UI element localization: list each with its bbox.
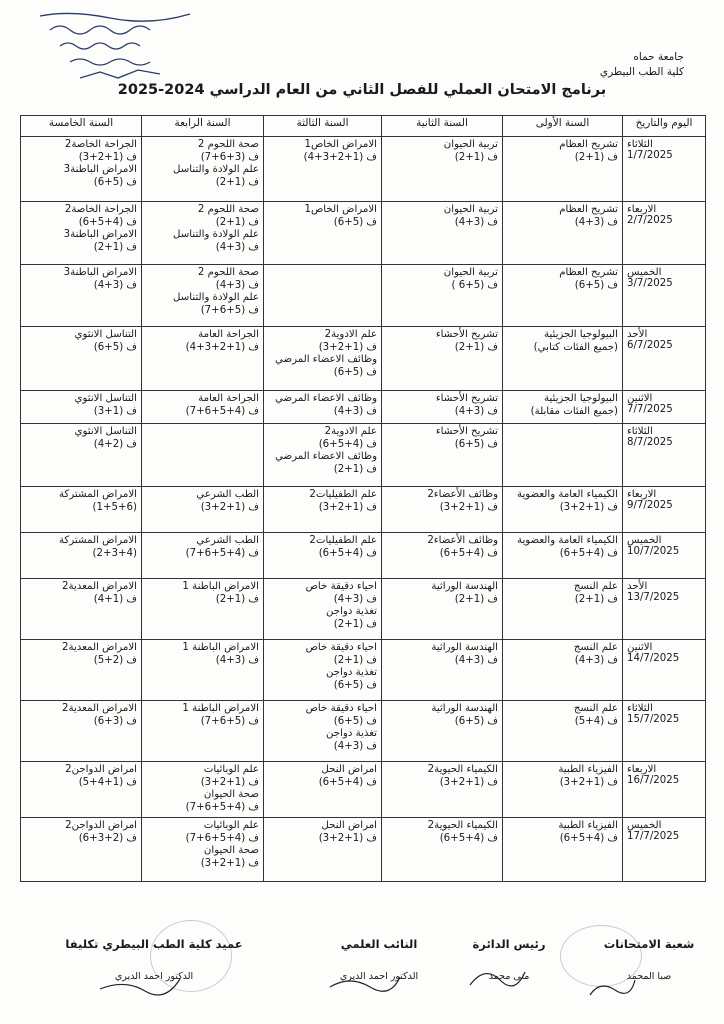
exam-date: 2/7/2025 xyxy=(627,215,673,226)
day-name: الاثنين xyxy=(627,642,653,653)
exam-date: 8/7/2025 xyxy=(627,437,673,448)
subject-name: الفيزياء الطبية xyxy=(558,820,618,831)
header-row xyxy=(21,116,706,137)
column-header-year-5: السنة الخامسة xyxy=(21,116,142,137)
subject-name: الامراض المعدية2 xyxy=(62,581,137,592)
signature-title: شعبة الامتحانات xyxy=(603,937,695,951)
day-name: الاربعاء xyxy=(627,764,657,775)
exam-cell-year-5 xyxy=(21,487,142,533)
exam-cell-year-2 xyxy=(382,640,503,701)
exam-cell-year-3 xyxy=(264,265,382,327)
subject-name: الهندسة الوراثية xyxy=(431,581,498,592)
exam-date: 6/7/2025 xyxy=(627,340,673,351)
exam-cell-year-5 xyxy=(21,424,142,487)
exam-cell-year-1 xyxy=(503,818,623,882)
exam-groups: ف (4+5) xyxy=(574,715,618,727)
subject-name: الجراحة الخاصة2 xyxy=(64,139,137,150)
exam-cell-year-4 xyxy=(142,202,264,265)
subject-name: وظائف الأعضاء2 xyxy=(427,489,498,500)
exam-cell-year-3 xyxy=(264,579,382,640)
exam-cell-year-1 xyxy=(503,391,623,424)
exam-groups: ف (1+2+3) xyxy=(559,501,618,513)
exam-groups: ف (3+4) xyxy=(454,654,498,666)
exam-cell-year-5 xyxy=(21,640,142,701)
handwritten-signatures xyxy=(0,925,724,1024)
subject-name: الفيزياء الطبية xyxy=(558,764,618,775)
subject-name: البيولوجيا الجزيئية xyxy=(543,329,618,340)
exam-groups: ف (1+2) xyxy=(333,619,377,631)
exam-groups: ف (1+2) xyxy=(215,177,259,189)
subject-name: الامراض الباطنة 1 xyxy=(182,581,259,592)
exam-cell-year-3 xyxy=(264,424,382,487)
day-name: الخميس xyxy=(627,820,662,831)
exam-groups: ف (1+2+3) xyxy=(78,151,137,163)
subject-name: علم الولادة والتناسل xyxy=(173,229,259,241)
exam-cell-year-4 xyxy=(142,487,264,533)
day-date-cell xyxy=(623,391,706,424)
exam-groups: ف (5+6) xyxy=(454,715,498,727)
subject-name: امراض النحل xyxy=(321,820,377,831)
subject-name: امراض الدواجن2 xyxy=(65,820,137,831)
exam-cell-year-1 xyxy=(503,137,623,202)
exam-cell-year-4 xyxy=(142,701,264,762)
schedule-row xyxy=(21,701,706,762)
exam-groups: ف (1+2+3) xyxy=(200,501,259,513)
day-name: الخميس xyxy=(627,535,662,546)
exam-groups: ف (4+5+6) xyxy=(439,832,498,844)
exam-cell-year-2 xyxy=(382,579,503,640)
exam-groups: ف (4+5+6) xyxy=(559,832,618,844)
subject-name: الهندسة الوراثية xyxy=(431,703,498,714)
exam-groups: ف (5+6) xyxy=(93,177,137,189)
exam-groups: ف (3+6+7) xyxy=(200,151,259,163)
exam-groups: ف (5+6+7) xyxy=(200,305,259,317)
day-date-cell xyxy=(623,701,706,762)
exam-groups: ف (5+6 ) xyxy=(451,279,498,291)
exam-date: 1/7/2025 xyxy=(627,150,673,161)
subject-name: وظائف الاعضاء المرضي xyxy=(274,451,377,463)
exam-cell-year-3 xyxy=(264,391,382,424)
subject-name: علم الوبائيات xyxy=(203,820,259,831)
subject-name: الامراض المعدية2 xyxy=(62,703,137,714)
exam-cell-year-5 xyxy=(21,762,142,818)
exam-date: 14/7/2025 xyxy=(627,653,680,664)
subject-name: علم الوبائيات xyxy=(203,764,259,775)
exam-groups: ف (4+5+6+7) xyxy=(185,832,259,844)
exam-date: 13/7/2025 xyxy=(627,592,680,603)
exam-cell-year-5 xyxy=(21,533,142,579)
exam-groups: ف (4+5+6) xyxy=(439,547,498,559)
signature-name: الدكتور احمد الديري xyxy=(114,971,194,982)
subject-name: امراض الدواجن2 xyxy=(65,764,137,775)
exam-cell-year-1 xyxy=(503,533,623,579)
exam-cell-year-5 xyxy=(21,701,142,762)
schedule-body xyxy=(21,137,706,882)
exam-cell-year-1 xyxy=(503,202,623,265)
institution-header xyxy=(600,50,684,80)
day-date-cell xyxy=(623,818,706,882)
exam-groups: ف (1+2+3) xyxy=(559,776,618,788)
exam-groups: ف (4+5+6) xyxy=(318,438,377,450)
exam-cell-year-4 xyxy=(142,137,264,202)
day-name: الخميس xyxy=(627,267,662,278)
subject-name: الكيمياء العامة والعضوية xyxy=(516,535,618,546)
subject-name: علم الطفيليات2 xyxy=(309,489,377,500)
exam-cell-year-3 xyxy=(264,762,382,818)
subject-name: الامراض المشتركة xyxy=(58,489,137,500)
exam-date: 16/7/2025 xyxy=(627,775,680,786)
day-date-cell xyxy=(623,327,706,391)
exam-cell-year-5 xyxy=(21,265,142,327)
university-name: جامعة حماه xyxy=(633,51,684,63)
exam-cell-year-4 xyxy=(142,533,264,579)
schedule-row xyxy=(21,327,706,391)
exam-groups: ف (3+4) xyxy=(454,405,498,417)
exam-cell-year-3 xyxy=(264,701,382,762)
column-header-day-date: اليوم والتاريخ xyxy=(623,116,706,137)
subject-name: احياء دقيقة خاص xyxy=(305,703,377,714)
subject-name: علم النسج xyxy=(573,703,618,714)
exam-date: 17/7/2025 xyxy=(627,831,680,842)
exam-groups: ف (3+4) xyxy=(215,242,259,254)
subject-name: تشريح الأحشاء xyxy=(435,393,498,404)
exam-cell-year-3 xyxy=(264,533,382,579)
column-header-year-4: السنة الرابعة xyxy=(142,116,264,137)
exam-groups: ف (2+4) xyxy=(93,438,137,450)
exam-groups: ف (4+5+6) xyxy=(78,216,137,228)
signature-title: النائب العلمي xyxy=(340,937,418,951)
exam-groups: ف (1+2+3) xyxy=(439,776,498,788)
exam-cell-year-2 xyxy=(382,487,503,533)
subject-name: تشريح العظام xyxy=(559,204,618,215)
exam-groups: ف (5+6) xyxy=(333,367,377,379)
day-name: الثلاثاء xyxy=(627,703,653,714)
schedule-row xyxy=(21,424,706,487)
subject-name: تغذية دواجن xyxy=(326,667,377,679)
exam-groups: ف (1+2+3) xyxy=(200,858,259,870)
exam-schedule-table xyxy=(20,115,706,882)
day-date-cell xyxy=(623,762,706,818)
exam-groups: ف (1+2) xyxy=(574,593,618,605)
exam-cell-year-2 xyxy=(382,265,503,327)
page-title: برنامج الامتحان العملي للفصل الثاني من العام الدراسي 2024-2025 xyxy=(117,82,607,98)
exam-groups: ف (1+2) xyxy=(333,654,377,666)
exam-groups: ف (2+3+6) xyxy=(78,832,137,844)
subject-name: صحة اللحوم 2 xyxy=(197,204,259,215)
exam-cell-year-5 xyxy=(21,579,142,640)
exam-groups: ف (1+2+3+4) xyxy=(185,341,259,353)
subject-name: الامراض الخاص1 xyxy=(304,204,377,215)
subject-name: وظائف الأعضاء2 xyxy=(427,535,498,546)
exam-cell-year-3 xyxy=(264,640,382,701)
day-name: الأحد xyxy=(627,329,648,340)
exam-groups: ف (1+2) xyxy=(215,593,259,605)
exam-groups: ف (3+4) xyxy=(333,593,377,605)
schedule-row xyxy=(21,818,706,882)
exam-date: 10/7/2025 xyxy=(627,546,680,557)
exam-cell-year-1 xyxy=(503,487,623,533)
day-name: الاثنين xyxy=(627,393,653,404)
schedule-row xyxy=(21,487,706,533)
handwritten-note xyxy=(30,8,200,88)
exam-groups: ف (1+2+3) xyxy=(318,501,377,513)
exam-cell-year-4 xyxy=(142,818,264,882)
exam-cell-year-1 xyxy=(503,762,623,818)
subject-name: علم الادوية2 xyxy=(324,329,377,340)
signature-name: الدكتور احمد الديري xyxy=(339,971,419,982)
exam-cell-year-5 xyxy=(21,137,142,202)
subject-name: تشريح الأحشاء xyxy=(435,329,498,340)
signature-name: منى محمد xyxy=(488,971,530,982)
day-name: الاربعاء xyxy=(627,489,657,500)
exam-groups: ف (1+2+3) xyxy=(439,501,498,513)
exam-cell-year-3 xyxy=(264,818,382,882)
subject-name: تشريح الأحشاء xyxy=(435,426,498,437)
schedule-row xyxy=(21,579,706,640)
exam-cell-year-4 xyxy=(142,327,264,391)
day-date-cell xyxy=(623,265,706,327)
exam-groups: ف (3+4) xyxy=(454,216,498,228)
exam-cell-year-1 xyxy=(503,327,623,391)
exam-cell-year-5 xyxy=(21,202,142,265)
subject-name: صحة اللحوم 2 xyxy=(197,139,259,150)
day-date-cell xyxy=(623,533,706,579)
faculty-name: كلية الطب البيطري xyxy=(599,66,684,78)
subject-name: صحة الحيوان xyxy=(203,789,259,801)
exam-cell-year-2 xyxy=(382,762,503,818)
exam-groups: ف (5+6+7) xyxy=(200,715,259,727)
subject-name: الجراحة العامة xyxy=(198,393,259,404)
subject-name: الطب الشرعي xyxy=(196,535,259,546)
exam-cell-year-5 xyxy=(21,818,142,882)
exam-cell-year-1 xyxy=(503,265,623,327)
subject-name: تشريح العظام xyxy=(559,139,618,150)
exam-groups: ف (4+5+6+7) xyxy=(185,802,259,814)
exam-groups: ف (5+6) xyxy=(333,715,377,727)
exam-groups: ف (4+5+6) xyxy=(318,547,377,559)
subject-name: علم الولادة والتناسل xyxy=(173,292,259,304)
subject-name: علم الطفيليات2 xyxy=(309,535,377,546)
exam-cell-year-5 xyxy=(21,327,142,391)
exam-groups: ف (3+4) xyxy=(215,654,259,666)
subject-name: الكيمياء العامة والعضوية xyxy=(516,489,618,500)
exam-cell-year-4 xyxy=(142,762,264,818)
schedule-row xyxy=(21,265,706,327)
exam-cell-year-3 xyxy=(264,327,382,391)
exam-groups: ف (1+2+3) xyxy=(318,832,377,844)
subject-name: التناسل الانثوي xyxy=(74,329,137,340)
day-date-cell xyxy=(623,202,706,265)
subject-name: وظائف الاعضاء المرضي xyxy=(274,354,377,366)
exam-groups: ف (1+2) xyxy=(454,151,498,163)
exam-date: 3/7/2025 xyxy=(627,278,673,289)
exam-groups: ف (1+2) xyxy=(574,151,618,163)
exam-cell-year-1 xyxy=(503,424,623,487)
subject-name: صحة اللحوم 2 xyxy=(197,267,259,278)
exam-groups: ف (1+2) xyxy=(215,216,259,228)
subject-name: علم الادوية2 xyxy=(324,426,377,437)
subject-name: علم النسج xyxy=(573,581,618,592)
exam-cell-year-4 xyxy=(142,265,264,327)
exam-cell-year-4 xyxy=(142,640,264,701)
day-date-cell xyxy=(623,579,706,640)
exam-cell-year-5 xyxy=(21,391,142,424)
subject-name: الجراحة العامة xyxy=(198,329,259,340)
subject-name: الامراض الباطنة 1 xyxy=(182,642,259,653)
exam-groups: ف (3+4) xyxy=(574,216,618,228)
exam-groups: ف (1+2+3) xyxy=(200,776,259,788)
subject-name: الامراض الباطنة3 xyxy=(63,267,137,278)
subject-name: تغذية دواجن xyxy=(326,606,377,618)
exam-groups: ف (3+4) xyxy=(333,741,377,753)
subject-name: تربية الحيوان xyxy=(443,267,498,278)
exam-cell-year-3 xyxy=(264,137,382,202)
day-name: الاربعاء xyxy=(627,204,657,215)
exam-cell-year-2 xyxy=(382,701,503,762)
subject-name: الطب الشرعي xyxy=(196,489,259,500)
subject-name: الامراض المعدية2 xyxy=(62,642,137,653)
schedule-row xyxy=(21,533,706,579)
subject-name: صحة الحيوان xyxy=(203,845,259,857)
exam-groups: ف (3+4) xyxy=(93,279,137,291)
exam-cell-year-2 xyxy=(382,818,503,882)
exam-cell-year-3 xyxy=(264,202,382,265)
exam-cell-year-4 xyxy=(142,424,264,487)
day-date-cell xyxy=(623,424,706,487)
exam-groups: ف (1+4) xyxy=(93,593,137,605)
subject-name: وظائف الاعضاء المرضي xyxy=(274,393,377,404)
exam-groups: ف (1+2) xyxy=(454,593,498,605)
exam-groups: ف (4+5+6) xyxy=(559,547,618,559)
column-header-year-3: السنة الثالثة xyxy=(264,116,382,137)
exam-groups: ف (4+5+6+7) xyxy=(185,547,259,559)
exam-date: 9/7/2025 xyxy=(627,500,673,511)
exam-groups: (جميع الفئات كتابي) xyxy=(533,341,618,353)
subject-name: التناسل الانثوي xyxy=(74,393,137,404)
day-name: الثلاثاء xyxy=(627,426,653,437)
schedule-row xyxy=(21,137,706,202)
subject-name: الامراض الباطنة 1 xyxy=(182,703,259,714)
exam-groups: ف (5+6) xyxy=(93,341,137,353)
subject-name: الجراحة الخاصة2 xyxy=(64,204,137,215)
exam-groups: ف (1+2+3) xyxy=(318,341,377,353)
exam-date: 15/7/2025 xyxy=(627,714,680,725)
subject-name: احياء دقيقة خاص xyxy=(305,581,377,592)
exam-groups: (جميع الفئات مقابلة) xyxy=(530,405,618,417)
exam-cell-year-2 xyxy=(382,327,503,391)
exam-cell-year-2 xyxy=(382,202,503,265)
exam-groups: ف (5+6) xyxy=(333,680,377,692)
day-name: الأحد xyxy=(627,581,648,592)
subject-name: تربية الحيوان xyxy=(443,139,498,150)
column-header-year-2: السنة الثانية xyxy=(382,116,503,137)
exam-cell-year-1 xyxy=(503,640,623,701)
subject-name: احياء دقيقة خاص xyxy=(305,642,377,653)
schedule-row xyxy=(21,391,706,424)
exam-groups: ف (3+4) xyxy=(215,279,259,291)
exam-cell-year-1 xyxy=(503,701,623,762)
exam-date: 7/7/2025 xyxy=(627,404,673,415)
subject-name: الامراض الباطنة3 xyxy=(63,229,137,241)
exam-groups: ف (1+2) xyxy=(333,464,377,476)
exam-cell-year-4 xyxy=(142,579,264,640)
exam-groups: ف (3+6) xyxy=(93,715,137,727)
exam-cell-year-4 xyxy=(142,391,264,424)
subject-name: الكيمياء الحيوية2 xyxy=(427,820,498,831)
exam-cell-year-1 xyxy=(503,579,623,640)
schedule-row xyxy=(21,202,706,265)
exam-groups: ف (4+5+6) xyxy=(318,776,377,788)
exam-cell-year-3 xyxy=(264,487,382,533)
schedule-row xyxy=(21,762,706,818)
subject-name: تغذية دواجن xyxy=(326,728,377,740)
subject-name: تشريح العظام xyxy=(559,267,618,278)
schedule-row xyxy=(21,640,706,701)
day-date-cell xyxy=(623,137,706,202)
exam-groups: ف (5+6) xyxy=(454,438,498,450)
subject-name: الامراض المشتركة xyxy=(58,535,137,546)
exam-groups: (1+5+6) xyxy=(92,501,137,513)
subject-name: البيولوجيا الجزيئية xyxy=(543,393,618,404)
exam-groups: ف (2+5) xyxy=(93,654,137,666)
signatures-area xyxy=(0,925,724,1024)
exam-groups: ف (1+2) xyxy=(93,242,137,254)
day-name: الثلاثاء xyxy=(627,139,653,150)
subject-name: امراض النحل xyxy=(321,764,377,775)
day-date-cell xyxy=(623,640,706,701)
subject-name: تربية الحيوان xyxy=(443,204,498,215)
exam-cell-year-2 xyxy=(382,424,503,487)
exam-groups: ف (3+4) xyxy=(333,405,377,417)
subject-name: الهندسة الوراثية xyxy=(431,642,498,653)
exam-groups: ف (1+3) xyxy=(93,405,137,417)
subject-name: الامراض الخاص1 xyxy=(304,139,377,150)
subject-name: علم الولادة والتناسل xyxy=(173,164,259,176)
exam-groups: ف (3+4) xyxy=(574,654,618,666)
subject-name: الامراض الباطنة3 xyxy=(63,164,137,176)
subject-name: الكيمياء الحيوية2 xyxy=(427,764,498,775)
column-header-year-1: السنة الأولى xyxy=(503,116,623,137)
exam-groups: ف (4+5+6+7) xyxy=(185,405,259,417)
handwritten-note-scribble xyxy=(30,8,200,88)
day-date-cell xyxy=(623,487,706,533)
exam-groups: ف (5+6) xyxy=(574,279,618,291)
exam-cell-year-2 xyxy=(382,533,503,579)
signature-title: عميد كلية الطب البيطري تكليفا xyxy=(65,937,243,951)
signature-name: صبا المحمد xyxy=(626,971,672,982)
exam-groups: ف (1+4+5) xyxy=(78,776,137,788)
exam-groups: ف (1+2+3+4) xyxy=(303,151,377,163)
exam-groups: ف (1+2) xyxy=(454,341,498,353)
exam-cell-year-2 xyxy=(382,137,503,202)
signature-title: رئيس الدائرة xyxy=(472,937,546,951)
subject-name: علم النسج xyxy=(573,642,618,653)
exam-groups: (2+3+4) xyxy=(92,547,137,559)
exam-cell-year-2 xyxy=(382,391,503,424)
subject-name: التناسل الانثوي xyxy=(74,426,137,437)
exam-groups: ف (5+6) xyxy=(333,216,377,228)
